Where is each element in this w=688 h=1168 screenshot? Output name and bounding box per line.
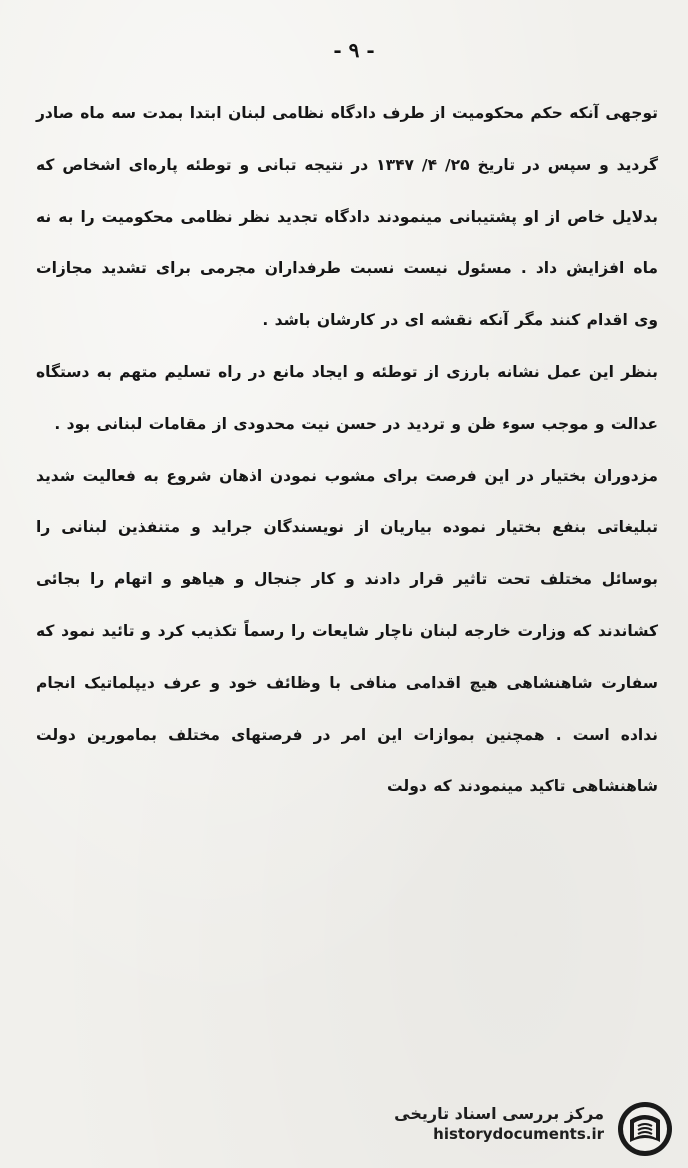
archive-watermark bbox=[382, 1100, 682, 1160]
watermark-url: historydocuments.ir bbox=[433, 1125, 604, 1143]
paragraph-2: بنظر این عمل نشانه بارزی از توطئه و ایجاد مانع در راه تسلیم متهم به دستگاه عدالت و موجب سوء ظن و تردید در حسن نیت محدودی از مقامات لبنانی بود . bbox=[36, 362, 658, 433]
watermark-text bbox=[394, 1104, 604, 1143]
paragraph-3: مزدوران بختیار در این فرصت برای مشوب نمودن اذهان شروع به فعالیت شدید تبلیغاتی بنفع بختیار نموده بیاریان از نویسندگان جراید و متنفذین لبنانی را بوسائل مختلف تحت تاثیر قرار دادند و کار جنجال و هیاهو و اتهام را بجائی کشاندند که وزارت خارجه لبنان ناچار شایعات را رسماً تکذیب کرد و تائید نمود که سفارت شاهنشاهی هیچ اقدامی منافی با وظائف خود و عرف دیپلماتیک انجام نداده است . همچنین بموازات این امر در فرصتهای مختلف بمامورین دولت شاهنشاهی تاکید مینمودند که دولت bbox=[36, 466, 658, 796]
document-archive-logo-icon bbox=[616, 1100, 674, 1158]
watermark-organization-name: مرکز بررسی اسناد تاریخی bbox=[394, 1104, 604, 1123]
page-number: - ۹ - bbox=[333, 38, 375, 62]
paragraph-1: توجهی آنکه حکم محکومیت از طرف دادگاه نظامی لبنان ابتدا بمدت سه ماه صادر گردید و سپس در تاریخ ۲۵/ ۴/ ۱۳۴۷ در نتیجه تبانی و توطئه پاره‌ای اشخاص که بدلایل خاص از او پشتیبانی مینمودند دادگاه تجدید نظر نظامی محکومیت را به نه ماه افزایش داد . مسئول نیست نسبت طرفداران مجرمی برای تشدید مجازات وی اقدام کنند مگر آنکه نقشه ای در کارشان باشد . bbox=[36, 104, 659, 330]
document-body bbox=[36, 88, 658, 813]
